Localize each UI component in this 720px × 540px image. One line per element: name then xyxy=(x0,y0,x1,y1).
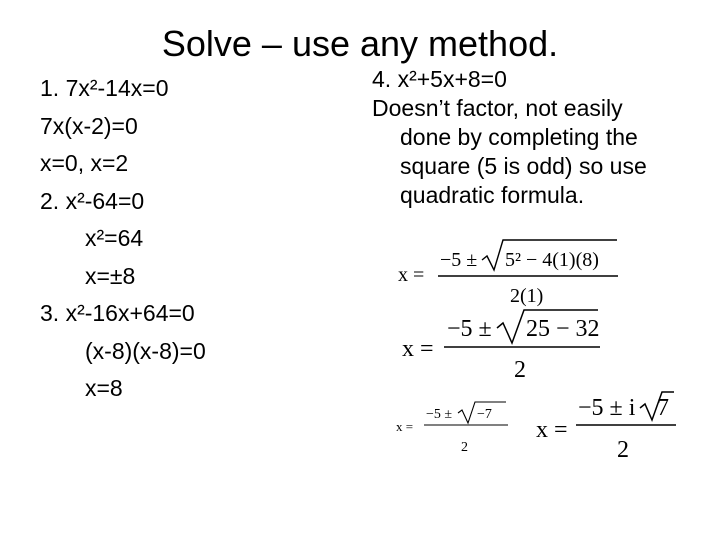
problem-4-note-line-4: quadratic formula. xyxy=(400,182,585,208)
formula-2-denominator: 2 xyxy=(514,357,526,383)
problem-1-solution: x=0, x=2 xyxy=(40,150,129,176)
formula-4-radicand: 7 xyxy=(657,395,669,421)
formula-1-denominator: 2(1) xyxy=(510,285,544,307)
formula-3-radicand: −7 xyxy=(477,407,492,422)
problem-2-solution: x=±8 xyxy=(85,262,136,289)
formula-3-lhs: x = xyxy=(396,419,414,434)
problem-2-step: x²=64 xyxy=(85,225,144,251)
formula-2-radicand: 25 − 32 xyxy=(526,316,600,342)
problem-3-solution: x=8 xyxy=(85,375,123,401)
problem-4-equation: 4. x²+5x+8=0 xyxy=(372,66,507,92)
problem-1-factored: 7x(x-2)=0 xyxy=(40,112,138,139)
formula-2-numerator-left: −5 ± xyxy=(447,316,492,342)
problem-4-note-line-1: Doesn’t factor, not easily xyxy=(372,95,623,121)
problem-1-equation: 1. 7x²-14x=0 xyxy=(40,75,169,101)
problem-4-note-line-2: done by completing the xyxy=(400,124,638,150)
formula-4-lhs: x = xyxy=(536,417,568,443)
slide-title: Solve – use any method. xyxy=(161,23,559,64)
formula-1-numerator-left: −5 ± xyxy=(440,249,478,271)
formula-4-denominator: 2 xyxy=(617,437,629,463)
quadratic-formula-imaginary xyxy=(536,392,676,463)
formula-2-lhs: x = xyxy=(402,336,434,362)
formula-1-lhs: x = xyxy=(398,264,425,286)
problem-4-note-line-3: square (5 is odd) so use xyxy=(400,153,647,179)
quadratic-formula-simplified xyxy=(402,310,600,383)
formula-4-numerator-left: −5 ± i xyxy=(578,395,636,421)
problem-3-equation: 3. x²-16x+64=0 xyxy=(40,300,195,326)
quadratic-formula-negative-root xyxy=(396,402,508,455)
formula-3-denominator: 2 xyxy=(461,440,468,455)
formula-3-numerator-left: −5 ± xyxy=(426,407,453,422)
formula-1-radicand: 5² − 4(1)(8) xyxy=(505,249,599,271)
problem-3-factored: (x-8)(x-8)=0 xyxy=(85,337,206,364)
quadratic-formula-substituted xyxy=(398,240,618,307)
problem-2-equation: 2. x²-64=0 xyxy=(40,187,145,214)
